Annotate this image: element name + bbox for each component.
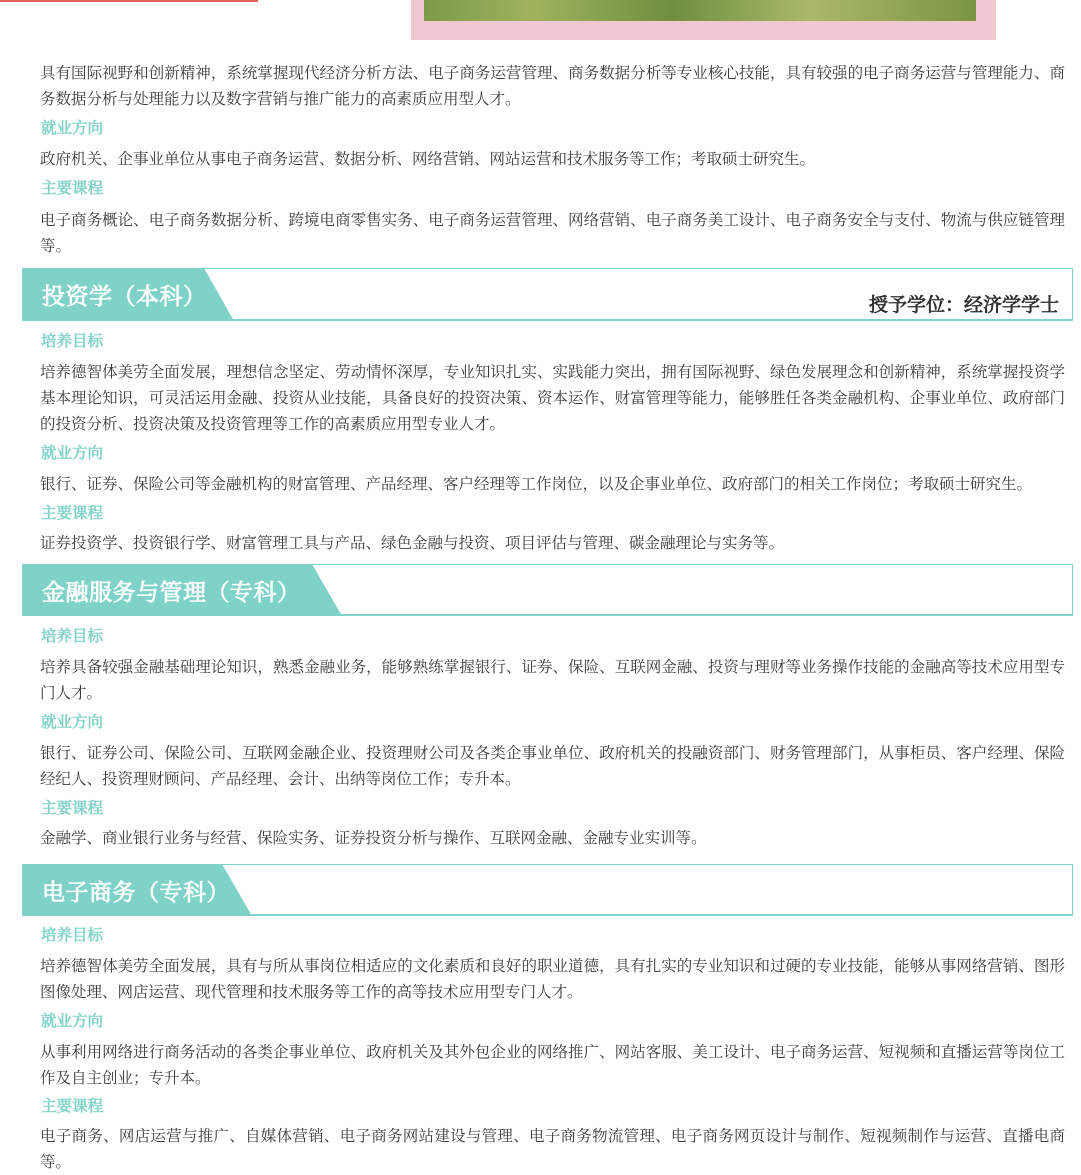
finance-employment-label: 就业方向 xyxy=(41,713,104,731)
top-employment-label: 就业方向 xyxy=(41,119,104,137)
section-header-investment xyxy=(22,268,1073,321)
investment-employment-text: 银行、证券、保险公司等金融机构的财富管理、产品经理、客户经理等工作岗位，以及企事业单位、政府部门的相关工作岗位；考取硕士研究生。 xyxy=(40,475,1033,493)
section-header-ecommerce xyxy=(22,864,1073,916)
investment-courses-text: 证券投资学、投资银行学、财富管理工具与产品、绿色金融与投资、项目评估与管理、碳金融理论与实务等。 xyxy=(40,534,785,552)
top-courses-text: 电子商务概论、电子商务数据分析、跨境电商零售实务、电子商务运营管理、网络营销、电子商务美工设计、电子商务安全与支付、物流与供应链管理等。 xyxy=(40,211,1065,255)
finance-objective-label: 培养目标 xyxy=(41,627,104,645)
finance-objective-text: 培养具备较强金融基础理论知识，熟悉金融业务，能够熟练掌握银行、证券、保险、互联网金融、投资与理财等业务操作技能的金融高等技术应用型专门人才。 xyxy=(40,658,1065,702)
investment-employment-label: 就业方向 xyxy=(41,444,104,462)
ecommerce-objective-label: 培养目标 xyxy=(41,926,104,944)
finance-courses-text: 金融学、商业银行业务与经营、保险实务、证券投资分析与操作、互联网金融、金融专业实训等。 xyxy=(40,829,707,847)
ecommerce-courses-label: 主要课程 xyxy=(41,1097,104,1115)
top-objective-text: 具有国际视野和创新精神，系统掌握现代经济分析方法、电子商务运营管理、商务数据分析等专业核心技能，具有较强的电子商务运营与管理能力、商务数据分析与处理能力以及数字营销与推广能力的高素质应用型人才。 xyxy=(40,64,1065,108)
ecommerce-objective-text: 培养德智体美劳全面发展，具有与所从事岗位相适应的文化素质和良好的职业道德，具有扎实的专业知识和过硬的专业技能，能够从事网络营销、图形图像处理、网店运营、现代管理和技术服务等工作的高等技术应用型专门人才。 xyxy=(40,957,1065,1001)
top-courses-label: 主要课程 xyxy=(41,179,104,197)
section-title: 金融服务与管理（专科） xyxy=(42,579,301,606)
top-employment-text: 政府机关、企事业单位从事电子商务运营、数据分析、网络营销、网站运营和技术服务等工作；考取硕士研究生。 xyxy=(40,150,816,168)
ecommerce-courses-text: 电子商务、网店运营与推广、自媒体营销、电子商务网站建设与管理、电子商务物流管理、电子商务网页设计与制作、短视频制作与运营、直播电商等。 xyxy=(40,1127,1065,1171)
ecommerce-employment-text: 从事利用网络进行商务活动的各类企事业单位、政府机关及其外包企业的网络推广、网站客服、美工设计、电子商务运营、短视频和直播运营等岗位工作及自主创业；专升本。 xyxy=(40,1043,1065,1087)
finance-employment-text: 银行、证券公司、保险公司、互联网金融企业、投资理财公司及各类企事业单位、政府机关的投融资部门、财务管理部门，从事柜员、客户经理、保险经纪人、投资理财顾问、产品经理、会计、出纳等岗位工作；专升本。 xyxy=(40,744,1065,788)
investment-objective-text: 培养德智体美劳全面发展，理想信念坚定、劳动情怀深厚，专业知识扎实、实践能力突出，拥有国际视野、绿色发展理念和创新精神，系统掌握投资学基本理论知识，可灵活运用金融、投资从业技能，具备良好的投资决策、资本运作、财富管理等能力，能够胜任各类金融机构、企事业单位、政府部门的投资分析、投资决策及投资管理等工作的高素质应用型专业人才。 xyxy=(40,363,1065,433)
top-accent-line xyxy=(0,0,258,2)
investment-objective-label: 培养目标 xyxy=(41,332,104,350)
degree-label: 授予学位：经济学学士 xyxy=(868,294,1059,316)
section-header-finance xyxy=(22,564,1073,616)
section-title: 电子商务（专科） xyxy=(42,879,230,906)
investment-courses-label: 主要课程 xyxy=(41,504,104,522)
finance-courses-label: 主要课程 xyxy=(41,799,104,817)
campus-photo xyxy=(424,0,976,21)
ecommerce-employment-label: 就业方向 xyxy=(41,1012,104,1030)
section-title: 投资学（本科） xyxy=(42,284,207,310)
